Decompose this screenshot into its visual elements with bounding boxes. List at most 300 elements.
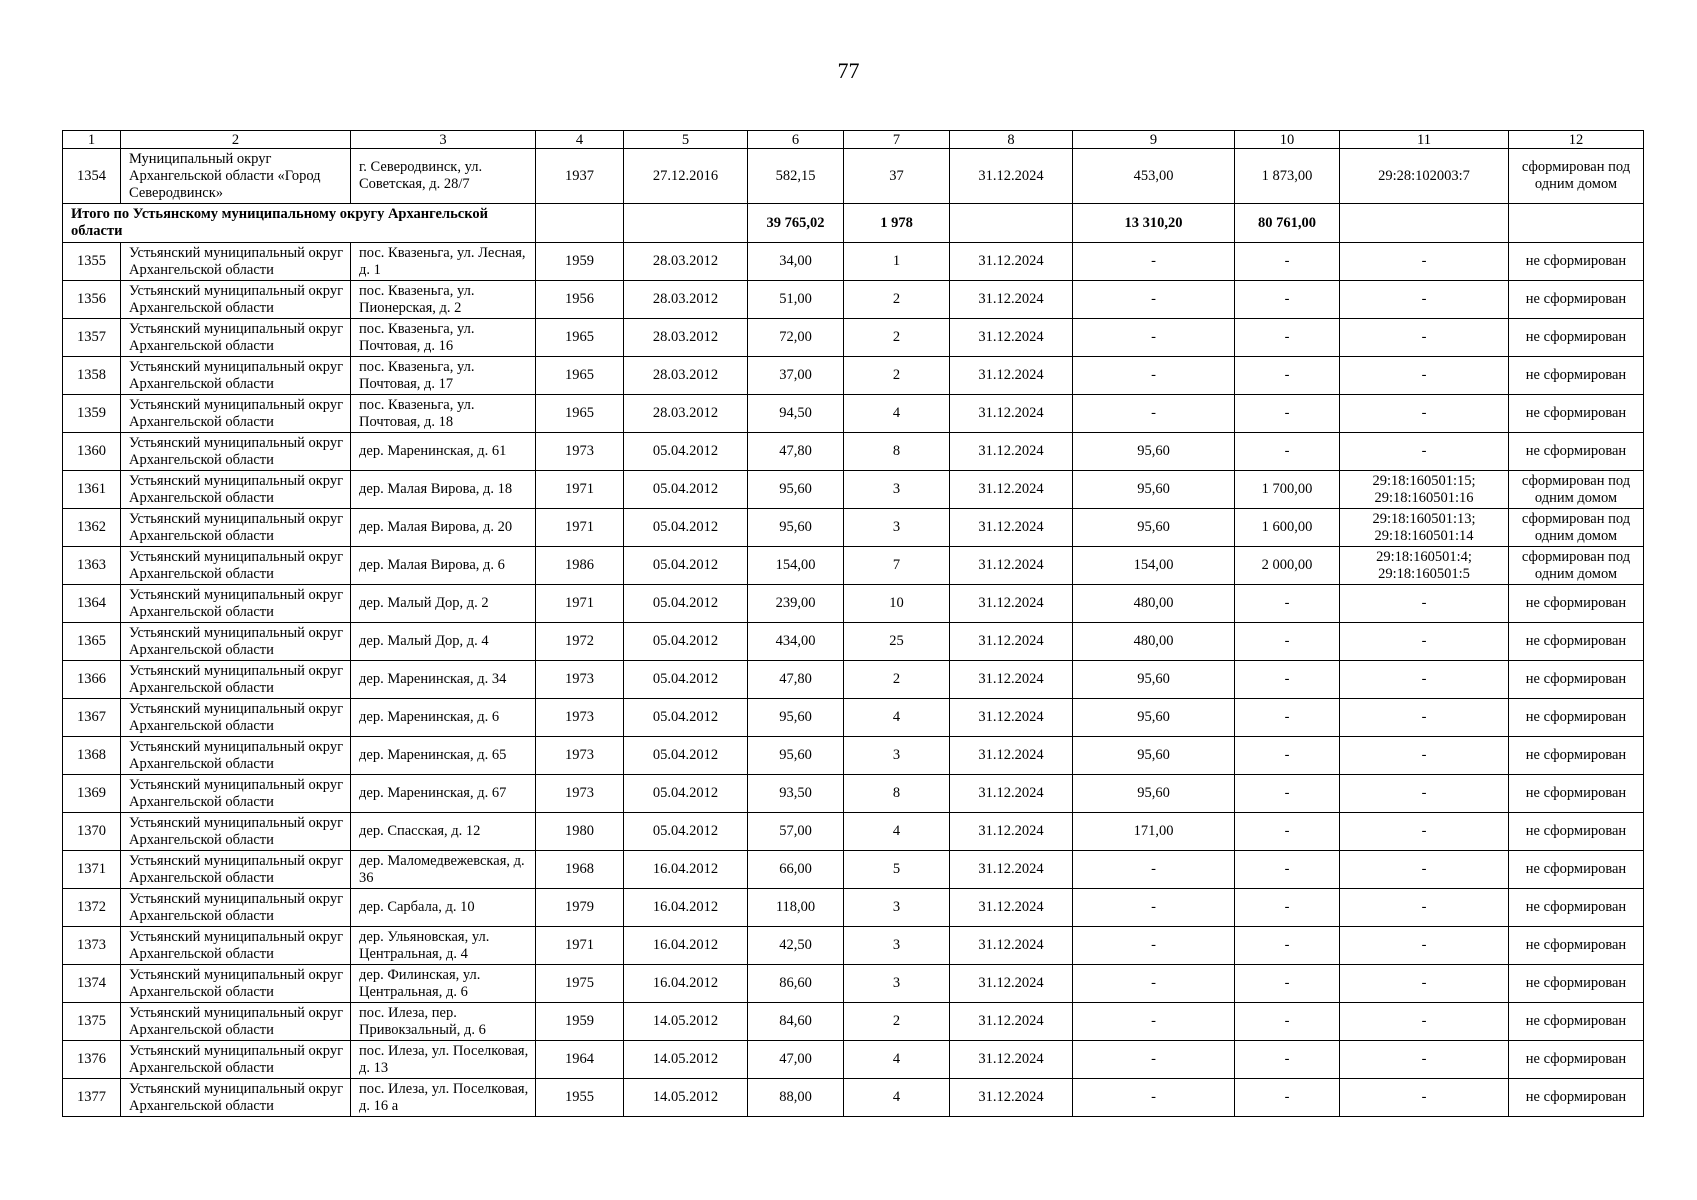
year-cell: 1973 xyxy=(536,737,624,775)
status-cell: сформирован под одним домом xyxy=(1509,149,1644,204)
area-cell: 84,60 xyxy=(748,1003,844,1041)
year-cell: 1973 xyxy=(536,699,624,737)
cadastral-cell: - xyxy=(1340,965,1509,1003)
col10-cell: - xyxy=(1235,395,1340,433)
col10-cell: - xyxy=(1235,813,1340,851)
date-cell: 05.04.2012 xyxy=(624,509,748,547)
table-row xyxy=(63,509,1644,547)
address-cell: дер. Малая Вирова, д. 20 xyxy=(351,509,536,547)
status-cell: не сформирован xyxy=(1509,851,1644,889)
deadline-cell: 31.12.2024 xyxy=(950,547,1073,585)
owner-cell: Устьянский муниципальный округ Архангельской области xyxy=(121,395,351,433)
cadastral-cell: - xyxy=(1340,699,1509,737)
owner-cell: Устьянский муниципальный округ Архангельской области xyxy=(121,775,351,813)
cadastral-cell: - xyxy=(1340,737,1509,775)
status-cell: не сформирован xyxy=(1509,243,1644,281)
column-number: 9 xyxy=(1073,131,1235,149)
deadline-cell: 31.12.2024 xyxy=(950,1079,1073,1117)
date-cell: 14.05.2012 xyxy=(624,1079,748,1117)
date-cell: 16.04.2012 xyxy=(624,851,748,889)
address-cell: дер. Маренинская, д. 61 xyxy=(351,433,536,471)
col10-cell: - xyxy=(1235,281,1340,319)
cadastral-cell: - xyxy=(1340,433,1509,471)
deadline-cell: 31.12.2024 xyxy=(950,1003,1073,1041)
row-number: 1362 xyxy=(63,509,121,547)
cadastral-cell: - xyxy=(1340,357,1509,395)
cadastral-cell: - xyxy=(1340,585,1509,623)
status-cell: не сформирован xyxy=(1509,737,1644,775)
status-cell: не сформирован xyxy=(1509,1079,1644,1117)
date-cell: 14.05.2012 xyxy=(624,1041,748,1079)
status-cell: не сформирован xyxy=(1509,281,1644,319)
address-cell: пос. Квазеньга, ул. Лесная, д. 1 xyxy=(351,243,536,281)
col10-cell: - xyxy=(1235,1003,1340,1041)
residents-cell: 7 xyxy=(844,547,950,585)
row-number: 1367 xyxy=(63,699,121,737)
date-cell: 05.04.2012 xyxy=(624,623,748,661)
cadastral-cell: - xyxy=(1340,623,1509,661)
year-cell: 1986 xyxy=(536,547,624,585)
residents-cell: 3 xyxy=(844,927,950,965)
owner-cell: Устьянский муниципальный округ Архангельской области xyxy=(121,471,351,509)
status-cell: не сформирован xyxy=(1509,319,1644,357)
owner-cell: Устьянский муниципальный округ Архангельской области xyxy=(121,699,351,737)
status-cell: не сформирован xyxy=(1509,889,1644,927)
total-empty-cell xyxy=(1340,204,1509,243)
col10-cell: 1 873,00 xyxy=(1235,149,1340,204)
residents-cell: 3 xyxy=(844,737,950,775)
year-cell: 1973 xyxy=(536,775,624,813)
date-cell: 05.04.2012 xyxy=(624,775,748,813)
cadastral-cell: - xyxy=(1340,851,1509,889)
col9-cell: - xyxy=(1073,1041,1235,1079)
row-number: 1363 xyxy=(63,547,121,585)
cadastral-cell: - xyxy=(1340,1003,1509,1041)
status-cell: сформирован под одним домом xyxy=(1509,509,1644,547)
address-cell: пос. Квазеньга, ул. Почтовая, д. 17 xyxy=(351,357,536,395)
col9-cell: 95,60 xyxy=(1073,433,1235,471)
table-row xyxy=(63,775,1644,813)
status-cell: не сформирован xyxy=(1509,927,1644,965)
status-cell: сформирован под одним домом xyxy=(1509,471,1644,509)
year-cell: 1973 xyxy=(536,433,624,471)
table-row xyxy=(63,395,1644,433)
total-col10: 80 761,00 xyxy=(1235,204,1340,243)
cadastral-cell: - xyxy=(1340,813,1509,851)
col9-cell: - xyxy=(1073,851,1235,889)
area-cell: 239,00 xyxy=(748,585,844,623)
col9-cell: 453,00 xyxy=(1073,149,1235,204)
table-row xyxy=(63,851,1644,889)
owner-cell: Устьянский муниципальный округ Архангельской области xyxy=(121,889,351,927)
deadline-cell: 31.12.2024 xyxy=(950,623,1073,661)
area-cell: 95,60 xyxy=(748,509,844,547)
owner-cell: Устьянский муниципальный округ Архангельской области xyxy=(121,509,351,547)
owner-cell: Устьянский муниципальный округ Архангельской области xyxy=(121,357,351,395)
residents-cell: 4 xyxy=(844,1079,950,1117)
owner-cell: Устьянский муниципальный округ Архангельской области xyxy=(121,851,351,889)
table-row xyxy=(63,1041,1644,1079)
year-cell: 1975 xyxy=(536,965,624,1003)
column-number-row xyxy=(63,131,1644,149)
row-number: 1364 xyxy=(63,585,121,623)
deadline-cell: 31.12.2024 xyxy=(950,243,1073,281)
year-cell: 1968 xyxy=(536,851,624,889)
residents-cell: 1 xyxy=(844,243,950,281)
col9-cell: 480,00 xyxy=(1073,585,1235,623)
col9-cell: - xyxy=(1073,1003,1235,1041)
total-empty-cell xyxy=(950,204,1073,243)
owner-cell: Устьянский муниципальный округ Архангельской области xyxy=(121,547,351,585)
residents-cell: 5 xyxy=(844,851,950,889)
col10-cell: 1 700,00 xyxy=(1235,471,1340,509)
column-number: 6 xyxy=(748,131,844,149)
address-cell: пос. Илеза, ул. Поселковая, д. 13 xyxy=(351,1041,536,1079)
date-cell: 05.04.2012 xyxy=(624,471,748,509)
area-cell: 47,80 xyxy=(748,661,844,699)
column-number: 10 xyxy=(1235,131,1340,149)
year-cell: 1971 xyxy=(536,585,624,623)
col10-cell: - xyxy=(1235,623,1340,661)
cadastral-cell: - xyxy=(1340,395,1509,433)
residents-cell: 4 xyxy=(844,699,950,737)
row-number: 1373 xyxy=(63,927,121,965)
residents-cell: 2 xyxy=(844,281,950,319)
row-number: 1368 xyxy=(63,737,121,775)
total-residents: 1 978 xyxy=(844,204,950,243)
date-cell: 05.04.2012 xyxy=(624,547,748,585)
row-number: 1358 xyxy=(63,357,121,395)
area-cell: 95,60 xyxy=(748,699,844,737)
col10-cell: - xyxy=(1235,699,1340,737)
table-row xyxy=(63,1079,1644,1117)
row-number: 1365 xyxy=(63,623,121,661)
total-col9: 13 310,20 xyxy=(1073,204,1235,243)
area-cell: 88,00 xyxy=(748,1079,844,1117)
address-cell: пос. Квазеньга, ул. Пионерская, д. 2 xyxy=(351,281,536,319)
col10-cell: - xyxy=(1235,965,1340,1003)
owner-cell: Муниципальный округ Архангельской области «Город Северодвинск» xyxy=(121,149,351,204)
address-cell: дер. Маренинская, д. 6 xyxy=(351,699,536,737)
address-cell: дер. Сарбала, д. 10 xyxy=(351,889,536,927)
cadastral-cell: 29:28:102003:7 xyxy=(1340,149,1509,204)
col9-cell: 95,60 xyxy=(1073,737,1235,775)
col9-cell: 95,60 xyxy=(1073,471,1235,509)
owner-cell: Устьянский муниципальный округ Архангельской области xyxy=(121,1003,351,1041)
column-number: 11 xyxy=(1340,131,1509,149)
deadline-cell: 31.12.2024 xyxy=(950,585,1073,623)
table-row xyxy=(63,623,1644,661)
deadline-cell: 31.12.2024 xyxy=(950,395,1073,433)
year-cell: 1955 xyxy=(536,1079,624,1117)
date-cell: 05.04.2012 xyxy=(624,813,748,851)
col10-cell: - xyxy=(1235,585,1340,623)
column-number: 4 xyxy=(536,131,624,149)
column-number: 2 xyxy=(121,131,351,149)
area-cell: 582,15 xyxy=(748,149,844,204)
col9-cell: - xyxy=(1073,357,1235,395)
date-cell: 05.04.2012 xyxy=(624,737,748,775)
table-row xyxy=(63,433,1644,471)
area-cell: 72,00 xyxy=(748,319,844,357)
area-cell: 95,60 xyxy=(748,737,844,775)
table-row xyxy=(63,889,1644,927)
total-empty-cell xyxy=(1509,204,1644,243)
owner-cell: Устьянский муниципальный округ Архангельской области xyxy=(121,927,351,965)
date-cell: 05.04.2012 xyxy=(624,585,748,623)
address-cell: дер. Малый Дор, д. 4 xyxy=(351,623,536,661)
year-cell: 1979 xyxy=(536,889,624,927)
date-cell: 28.03.2012 xyxy=(624,243,748,281)
deadline-cell: 31.12.2024 xyxy=(950,357,1073,395)
owner-cell: Устьянский муниципальный округ Архангельской области xyxy=(121,585,351,623)
residents-cell: 2 xyxy=(844,357,950,395)
cadastral-cell: - xyxy=(1340,243,1509,281)
column-number: 5 xyxy=(624,131,748,149)
row-number: 1377 xyxy=(63,1079,121,1117)
status-cell: не сформирован xyxy=(1509,395,1644,433)
deadline-cell: 31.12.2024 xyxy=(950,737,1073,775)
address-cell: дер. Маренинская, д. 34 xyxy=(351,661,536,699)
total-empty-cell xyxy=(536,204,624,243)
area-cell: 154,00 xyxy=(748,547,844,585)
table-row xyxy=(63,357,1644,395)
cadastral-cell: 29:18:160501:4; 29:18:160501:5 xyxy=(1340,547,1509,585)
address-cell: пос. Квазеньга, ул. Почтовая, д. 16 xyxy=(351,319,536,357)
col9-cell: - xyxy=(1073,281,1235,319)
total-area: 39 765,02 xyxy=(748,204,844,243)
residents-cell: 2 xyxy=(844,319,950,357)
col9-cell: 154,00 xyxy=(1073,547,1235,585)
col9-cell: 480,00 xyxy=(1073,623,1235,661)
address-cell: г. Северодвинск, ул. Советская, д. 28/7 xyxy=(351,149,536,204)
area-cell: 34,00 xyxy=(748,243,844,281)
deadline-cell: 31.12.2024 xyxy=(950,813,1073,851)
deadline-cell: 31.12.2024 xyxy=(950,509,1073,547)
status-cell: не сформирован xyxy=(1509,623,1644,661)
row-number: 1360 xyxy=(63,433,121,471)
address-cell: дер. Малая Вирова, д. 6 xyxy=(351,547,536,585)
residents-cell: 8 xyxy=(844,433,950,471)
row-number: 1361 xyxy=(63,471,121,509)
deadline-cell: 31.12.2024 xyxy=(950,471,1073,509)
table-row xyxy=(63,547,1644,585)
column-number: 8 xyxy=(950,131,1073,149)
col10-cell: - xyxy=(1235,243,1340,281)
residents-cell: 3 xyxy=(844,889,950,927)
housing-registry-table xyxy=(62,130,1644,1117)
col10-cell: - xyxy=(1235,889,1340,927)
residents-cell: 4 xyxy=(844,1041,950,1079)
cadastral-cell: 29:18:160501:13; 29:18:160501:14 xyxy=(1340,509,1509,547)
col9-cell: 95,60 xyxy=(1073,509,1235,547)
cadastral-cell: - xyxy=(1340,775,1509,813)
row-number: 1355 xyxy=(63,243,121,281)
status-cell: не сформирован xyxy=(1509,1003,1644,1041)
status-cell: не сформирован xyxy=(1509,585,1644,623)
address-cell: дер. Маренинская, д. 65 xyxy=(351,737,536,775)
year-cell: 1980 xyxy=(536,813,624,851)
area-cell: 47,80 xyxy=(748,433,844,471)
area-cell: 42,50 xyxy=(748,927,844,965)
col9-cell: 95,60 xyxy=(1073,699,1235,737)
area-cell: 66,00 xyxy=(748,851,844,889)
row-number: 1371 xyxy=(63,851,121,889)
date-cell: 28.03.2012 xyxy=(624,395,748,433)
column-number: 3 xyxy=(351,131,536,149)
owner-cell: Устьянский муниципальный округ Архангельской области xyxy=(121,281,351,319)
year-cell: 1964 xyxy=(536,1041,624,1079)
row-number: 1370 xyxy=(63,813,121,851)
area-cell: 93,50 xyxy=(748,775,844,813)
residents-cell: 2 xyxy=(844,661,950,699)
area-cell: 94,50 xyxy=(748,395,844,433)
year-cell: 1965 xyxy=(536,357,624,395)
year-cell: 1965 xyxy=(536,395,624,433)
col10-cell: - xyxy=(1235,319,1340,357)
deadline-cell: 31.12.2024 xyxy=(950,775,1073,813)
date-cell: 05.04.2012 xyxy=(624,699,748,737)
table-row xyxy=(63,1003,1644,1041)
date-cell: 16.04.2012 xyxy=(624,889,748,927)
col9-cell: - xyxy=(1073,319,1235,357)
table-row xyxy=(63,661,1644,699)
status-cell: не сформирован xyxy=(1509,1041,1644,1079)
residents-cell: 4 xyxy=(844,395,950,433)
year-cell: 1965 xyxy=(536,319,624,357)
status-cell: не сформирован xyxy=(1509,813,1644,851)
col9-cell: - xyxy=(1073,1079,1235,1117)
cadastral-cell: - xyxy=(1340,1041,1509,1079)
col10-cell: - xyxy=(1235,357,1340,395)
cadastral-cell: - xyxy=(1340,319,1509,357)
col9-cell: - xyxy=(1073,889,1235,927)
residents-cell: 37 xyxy=(844,149,950,204)
col9-cell: - xyxy=(1073,243,1235,281)
status-cell: не сформирован xyxy=(1509,775,1644,813)
col10-cell: 1 600,00 xyxy=(1235,509,1340,547)
row-number: 1359 xyxy=(63,395,121,433)
address-cell: пос. Квазеньга, ул. Почтовая, д. 18 xyxy=(351,395,536,433)
table-row xyxy=(63,319,1644,357)
cadastral-cell: - xyxy=(1340,927,1509,965)
owner-cell: Устьянский муниципальный округ Архангельской области xyxy=(121,813,351,851)
owner-cell: Устьянский муниципальный округ Архангельской области xyxy=(121,243,351,281)
address-cell: дер. Малый Дор, д. 2 xyxy=(351,585,536,623)
year-cell: 1959 xyxy=(536,243,624,281)
address-cell: дер. Филинская, ул. Центральная, д. 6 xyxy=(351,965,536,1003)
owner-cell: Устьянский муниципальный округ Архангельской области xyxy=(121,319,351,357)
cadastral-cell: - xyxy=(1340,1079,1509,1117)
residents-cell: 10 xyxy=(844,585,950,623)
column-number: 1 xyxy=(63,131,121,149)
residents-cell: 3 xyxy=(844,965,950,1003)
status-cell: не сформирован xyxy=(1509,661,1644,699)
table-row xyxy=(63,149,1644,204)
row-number: 1356 xyxy=(63,281,121,319)
col9-cell: - xyxy=(1073,927,1235,965)
area-cell: 51,00 xyxy=(748,281,844,319)
table-row xyxy=(63,813,1644,851)
table-row xyxy=(63,927,1644,965)
table-row xyxy=(63,281,1644,319)
status-cell: не сформирован xyxy=(1509,965,1644,1003)
deadline-cell: 31.12.2024 xyxy=(950,661,1073,699)
date-cell: 16.04.2012 xyxy=(624,927,748,965)
residents-cell: 2 xyxy=(844,1003,950,1041)
date-cell: 28.03.2012 xyxy=(624,357,748,395)
year-cell: 1937 xyxy=(536,149,624,204)
address-cell: дер. Ульяновская, ул. Центральная, д. 4 xyxy=(351,927,536,965)
status-cell: не сформирован xyxy=(1509,433,1644,471)
area-cell: 434,00 xyxy=(748,623,844,661)
date-cell: 05.04.2012 xyxy=(624,661,748,699)
address-cell: дер. Спасская, д. 12 xyxy=(351,813,536,851)
address-cell: дер. Маренинская, д. 67 xyxy=(351,775,536,813)
row-number: 1354 xyxy=(63,149,121,204)
cadastral-cell: - xyxy=(1340,281,1509,319)
area-cell: 118,00 xyxy=(748,889,844,927)
cadastral-cell: - xyxy=(1340,889,1509,927)
area-cell: 57,00 xyxy=(748,813,844,851)
date-cell: 05.04.2012 xyxy=(624,433,748,471)
col10-cell: - xyxy=(1235,737,1340,775)
date-cell: 28.03.2012 xyxy=(624,319,748,357)
table-row xyxy=(63,585,1644,623)
row-number: 1372 xyxy=(63,889,121,927)
address-cell: пос. Илеза, пер. Привокзальный, д. 6 xyxy=(351,1003,536,1041)
cadastral-cell: - xyxy=(1340,661,1509,699)
address-cell: пос. Илеза, ул. Поселковая, д. 16 а xyxy=(351,1079,536,1117)
col10-cell: 2 000,00 xyxy=(1235,547,1340,585)
table-row xyxy=(63,243,1644,281)
deadline-cell: 31.12.2024 xyxy=(950,319,1073,357)
area-cell: 86,60 xyxy=(748,965,844,1003)
status-cell: сформирован под одним домом xyxy=(1509,547,1644,585)
year-cell: 1971 xyxy=(536,509,624,547)
col9-cell: 95,60 xyxy=(1073,775,1235,813)
row-number: 1366 xyxy=(63,661,121,699)
col10-cell: - xyxy=(1235,927,1340,965)
residents-cell: 3 xyxy=(844,471,950,509)
col9-cell: 171,00 xyxy=(1073,813,1235,851)
year-cell: 1973 xyxy=(536,661,624,699)
year-cell: 1959 xyxy=(536,1003,624,1041)
year-cell: 1971 xyxy=(536,927,624,965)
status-cell: не сформирован xyxy=(1509,699,1644,737)
deadline-cell: 31.12.2024 xyxy=(950,1041,1073,1079)
total-row xyxy=(63,204,1644,243)
owner-cell: Устьянский муниципальный округ Архангельской области xyxy=(121,737,351,775)
area-cell: 47,00 xyxy=(748,1041,844,1079)
col9-cell: - xyxy=(1073,965,1235,1003)
col9-cell: - xyxy=(1073,395,1235,433)
col10-cell: - xyxy=(1235,661,1340,699)
deadline-cell: 31.12.2024 xyxy=(950,699,1073,737)
column-number: 7 xyxy=(844,131,950,149)
residents-cell: 4 xyxy=(844,813,950,851)
table-row xyxy=(63,737,1644,775)
owner-cell: Устьянский муниципальный округ Архангельской области xyxy=(121,433,351,471)
residents-cell: 3 xyxy=(844,509,950,547)
year-cell: 1971 xyxy=(536,471,624,509)
owner-cell: Устьянский муниципальный округ Архангельской области xyxy=(121,1041,351,1079)
area-cell: 95,60 xyxy=(748,471,844,509)
table-row xyxy=(63,699,1644,737)
year-cell: 1972 xyxy=(536,623,624,661)
table-row xyxy=(63,471,1644,509)
residents-cell: 25 xyxy=(844,623,950,661)
